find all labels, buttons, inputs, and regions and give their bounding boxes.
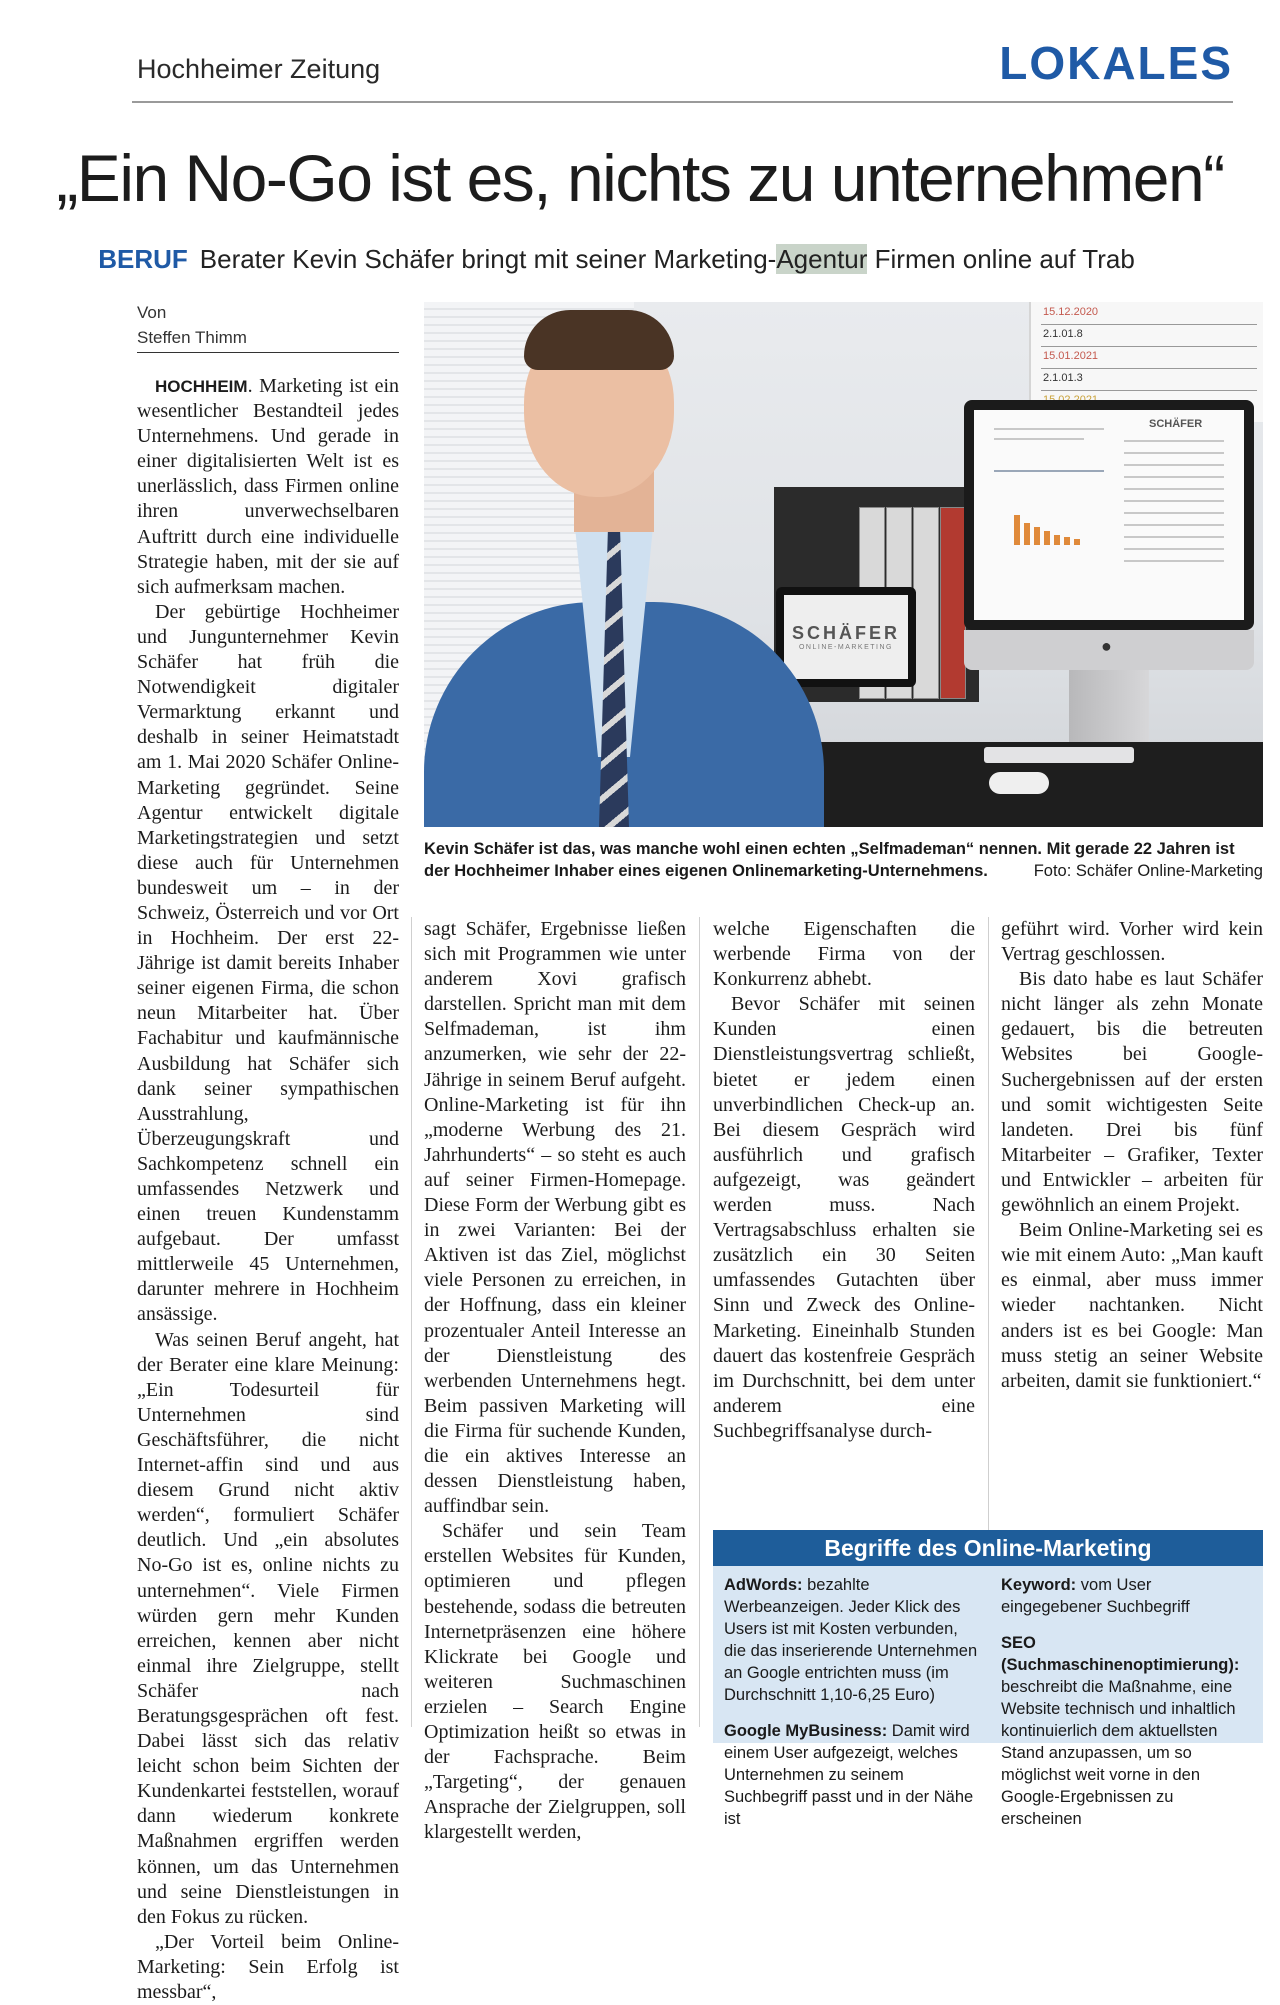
glossary-title: Begriffe des Online-Marketing — [713, 1530, 1263, 1566]
monitor-screen — [974, 410, 1244, 620]
whiteboard-note: 15.12.2020 — [1043, 306, 1099, 318]
column-divider — [411, 917, 412, 1727]
company-logo-subtext: ONLINE-MARKETING — [798, 644, 893, 651]
whiteboard-note: 15.01.2021 — [1043, 350, 1099, 362]
glossary-definition: Damit wird einem User aufgezeigt, welches Unternehmen zu seinem Suchbegriff passt und in der Nähe ist — [724, 1722, 974, 1828]
glossary-term: SEO (Suchmaschinenoptimierung): — [1001, 1634, 1240, 1674]
subline-text: Berater Kevin Schäfer bringt mit seiner Marketing- — [199, 244, 777, 274]
paragraph: Bevor Schäfer mit seinen Kunden einen Dienstleistungsvertrag schließt, bietet er jedem einen unverbindlichen Check-up an. Bei diesem Gespräch wird ausführlich und grafisch aufgezeigt, was geändert werden muss. Nach Vertragsabschluss erhalten sie zusätzlich ein 30 Seiten umfassendes Gutachten über Sinn und Zweck des Online-Marketing. Eineinhalb Stunden dauert das kostenfreie Gespräch im Durchschnitt, bei dem unter anderem eine Suchbegriffsanalyse durch- — [713, 993, 975, 1442]
glossary-definition: beschreibt die Maßnahme, eine Website technisch und inhaltlich kontinuierlich dem aktuellsten Stand anzupassen, um so möglichst weit vorne in den Google-Ergebnissen zu erscheinen — [1001, 1678, 1236, 1828]
article-subline — [0, 244, 1233, 275]
company-logo-text: SCHÄFER — [791, 623, 900, 643]
glossary-entry — [1001, 1632, 1253, 1830]
glossary-column-right — [1001, 1574, 1253, 1844]
byline — [137, 300, 247, 350]
glossary-box — [713, 1530, 1263, 1828]
paragraph: Schäfer und sein Team erstellen Websites für Kunden, optimieren und pflegen bestehende, sodass die betreuten Internetpräsenzen eine höhere Klickrate bei Google und weiteren Suchmaschinen erzielen – Search Engine Optimization heißt so etwas in der Fachsprache. Beim „Targeting“, der genauen Ansprache der Zielgruppen, soll klargestellt werden, — [424, 1520, 686, 1844]
glossary-term: Google MyBusiness: — [724, 1722, 888, 1740]
glossary-definition: bezahlte Werbeanzeigen. Jeder Klick des Users ist mit Kosten verbunden, die das inserierende Unternehmen an Google entrichten muss (im Durchschnitt 1,10-6,25 Euro) — [724, 1576, 978, 1704]
kicker: BERUF — [98, 244, 188, 274]
masthead-rule — [132, 101, 1233, 103]
subline-highlight: Agentur — [776, 244, 868, 274]
paragraph: welche Eigenschaften die werbende Firma von der Konkurrenz abhebt. — [713, 918, 975, 991]
person-hair — [524, 310, 674, 370]
photo-caption — [424, 838, 1263, 882]
article-headline: „Ein No-Go ist es, nichts zu unternehmen“ — [56, 141, 1224, 215]
paragraph: Bis dato habe es laut Schäfer nicht länger als zehn Monate gedauert, bis die betreuten Websites bei Google-Suchergebnissen auf der ersten und somit wichtigesten Seite landeten. Drei bis fünf Mitarbeiter – Grafiker, Texter und Entwickler – arbeiten für gewöhnlich an einem Projekt. — [1001, 968, 1263, 1217]
article-column-3 — [713, 917, 975, 1444]
tablet — [776, 587, 916, 687]
paragraph: Was seinen Beruf angeht, hat der Berater eine klare Meinung: „Ein Todesurteil für Unternehmen sind Geschäftsführer, die nicht Internet-affin sind und aus diesem Grund nicht aktiv werden“, formuliert Schäfer deutlich. Und „ein absolutes No-Go ist es, online nichts zu unternehmen“. Viele Firmen würden gern mehr Kunden erreichen, kennen aber nicht einmal ihre Zielgruppe, stellt Schäfer nach Beratungsgesprächen oft fest. Dabei lässt sich das relativ leicht schon beim Sichten der Kundenkartei feststellen, worauf dann wiederum konkrete Maßnahmen ergriffen werden können, um das Unternehmen und seine Dienstleistungen in den Fokus zu rücken. — [137, 1328, 399, 1928]
paragraph: „Der Vorteil beim Online-Marketing: Sein Erfolg ist messbar“, — [137, 1930, 399, 2003]
paper-name: Hochheimer Zeitung — [137, 54, 381, 84]
byline-rule — [137, 352, 399, 353]
photo-credit: Foto: Schäfer Online-Marketing — [1033, 862, 1263, 880]
column-divider — [699, 917, 700, 1727]
binder — [913, 507, 939, 699]
section-label: LOKALES — [999, 37, 1233, 89]
byline-prefix: Von — [137, 303, 167, 322]
article-column-2 — [424, 917, 686, 1845]
monitor-stand — [1069, 670, 1149, 750]
glossary-term: AdWords: — [724, 1576, 803, 1594]
subline-text-end: Firmen online auf Trab — [867, 244, 1135, 274]
article-column-1 — [137, 374, 399, 2005]
glossary-term: Keyword: — [1001, 1576, 1077, 1594]
paragraph: HOCHHEIM. Marketing ist ein wesentlicher Bestandteil jedes Unternehmens. Und gerade in einer digitalisierten Welt ist es unerlässlich, dass Firmen online ihren unverwechselbaren Auftritt durch eine individuelle Strategie haben, mit der sie auf sich aufmerksam machen. — [137, 375, 399, 598]
article-photo — [424, 302, 1263, 827]
glossary-column-left — [724, 1574, 979, 1844]
mouse — [989, 772, 1049, 794]
paragraph: geführt wird. Vorher wird kein Vertrag geschlossen. — [1001, 918, 1263, 966]
monitor — [964, 400, 1254, 630]
paragraph: sagt Schäfer, Ergebnisse ließen sich mit Programmen wie unter anderem Xovi grafisch darstellen. Spricht man mit dem Selfmademan, ist ihm anzumerken, wie sehr der 22-Jährige in seinem Beruf aufgeht. Online-Marketing ist für ihn „moderne Werbung des 21. Jahrhunderts“ – so steht es auch auf seiner Firmen-Homepage. Diese Form der Werbung gibt es in zwei Varianten: Bei der Aktiven ist das Ziel, möglichst viele Personen zu erreichen, in der Hoffnung, dass ein kleiner prozentualer Anteil Interesse an der Dienstleistung des werbenden Unternehmens hegt. Beim passiven Marketing will die Firma für suchende Kunden, die ein aktives Interesse an dessen Dienstleistung haben, auffindbar sein. — [424, 918, 686, 1518]
byline-author: Steffen Thimm — [137, 328, 247, 347]
paragraph: Beim Online-Marketing sei es wie mit einem Auto: „Man kauft es einmal, aber muss immer wieder nachtanken. Nicht anders ist es bei Google: Man muss stetig an seiner Website arbeiten, damit sie funktioniert.“ — [1001, 1219, 1263, 1392]
binder — [940, 507, 966, 699]
caption-text: Kevin Schäfer ist das, was manche wohl einen echten „Selfmademan“ nennen. Mit gerade 22 Jahren ist der Hochheimer Inhaber eines eigenen Onlinemarketing-Unternehmens. — [424, 840, 1235, 880]
whiteboard-note: 2.1.01.3 — [1043, 372, 1083, 384]
glossary-entry — [724, 1574, 979, 1706]
whiteboard-note: 2.1.01.8 — [1043, 328, 1083, 340]
paragraph: Der gebürtige Hochheimer und Jungunternehmer Kevin Schäfer hat früh die Notwendigkeit digitaler Vermarktung erkannt und deshalb in seiner Heimatstadt am 1. Mai 2020 Schäfer Online-Marketing gegründet. Seine Agentur entwickelt digitale Marketingstrategien und setzt diese auch für Unternehmen bundesweit um – in der Schweiz, Österreich und vor Ort in Hochheim. Der erst 22-Jährige ist damit bereits Inhaber seiner eigenen Firma, die schon neun Mitarbeiter hat. Über Fachabitur und kaufmännische Ausbildung hat Schäfer sich dank seiner sympathischen Ausstrahlung, Überzeugungskraft und Sachkompetenz schnell ein umfassendes Netzwerk und einen treuen Kundenstamm aufgebaut. Der umfasst mittlerweile 45 Unternehmen, darunter mehrere in Hochheim ansässige. — [137, 600, 399, 1326]
article-column-4 — [1001, 917, 1263, 1394]
glossary-definition: vom User eingegebener Suchbegriff — [1001, 1576, 1190, 1616]
keyboard — [984, 747, 1134, 763]
glossary-entry — [1001, 1574, 1253, 1618]
apple-logo-icon: ● — [1101, 636, 1112, 656]
monitor-brand: SCHÄFER — [1149, 418, 1203, 430]
glossary-entry — [724, 1720, 979, 1830]
dateline: HOCHHEIM — [155, 377, 248, 396]
